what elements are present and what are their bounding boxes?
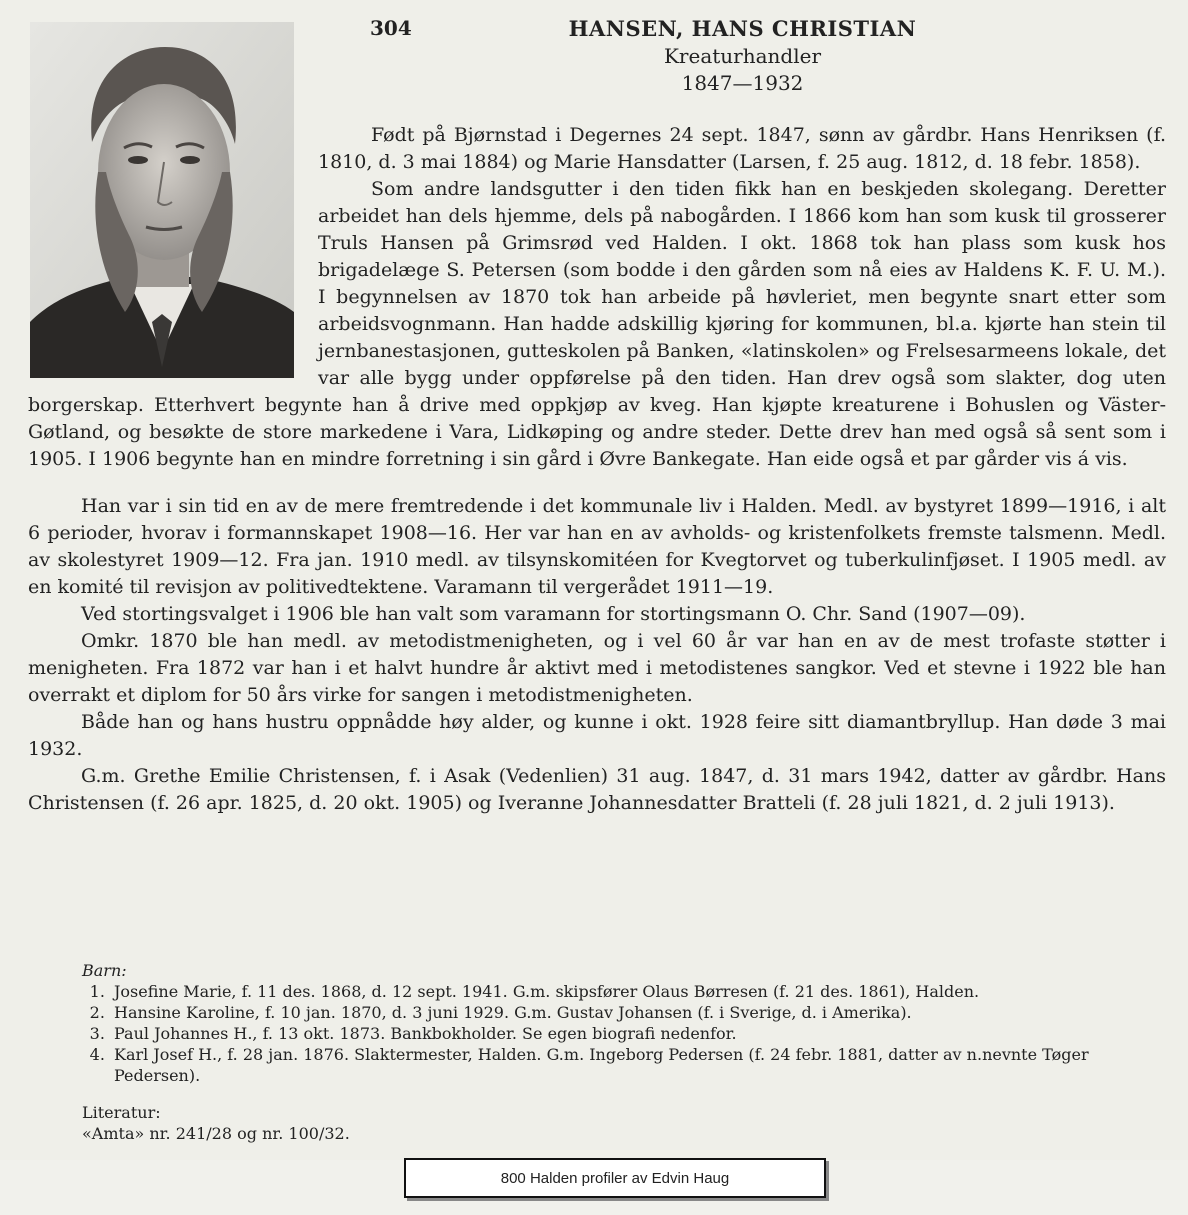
life-years: 1847—1932	[681, 71, 804, 95]
paragraph-election: Ved stortingsvalget i 1906 ble han valt som varamann for stortingsmann O. Chr. Sand (1907—09).	[81, 603, 1026, 625]
children-list	[82, 981, 1172, 1086]
paragraph-career: Som andre landsgutter i den tiden fikk han en beskjeden skolegang. Deretter arbeidet han dels hjemme, dels på nabogården. I 1866 kom han som kusk til grosserer Truls Hansen på Grimsrød ved Halden. I okt. 1868 tok han plass som kusk hos brigadelæge S. Petersen (som bodde i den gården som nå eies av Haldens K. F. U. M.). I begynnelsen av 1870 tok han arbeide på høvleriet, men begynte snart etter som arbeidsvognmann. Han hadde adskillig kjøring for kommunen, bl.a. kjørte han stein til jernbanestasjonen, gutteskolen på Banken, «latinskolen» og Frelsesarmeens lokale, det var alle bygg under oppførelse på den tiden. Han drev også som slakter, dog uten borgerskap. Etterhvert begynte han å drive med oppkjøp av kveg. Han kjøpte kreaturene i Bohuslen og Väster-Gøtland, og besøkte de store markedene i Vara, Lidkøping og andre steder. Dette drev han med også så sent som i 1905. I 1906 begynte han en mindre forretning i sin gård i Øvre Bankegate. Han eide også et par gårder vis á vis.	[28, 178, 1166, 470]
list-item: 3. Paul Johannes H., f. 13 okt. 1873. Bankbokholder. Se egen biografi nedenfor.	[110, 1023, 1172, 1044]
children-label: Barn:	[82, 961, 127, 980]
paragraph-birth: Født på Bjørnstad i Degernes 24 sept. 1847, sønn av gårdbr. Hans Henriksen (f. 1810, d. 3 mai 1884) og Marie Hansdatter (Larsen, f. 25 aug. 1812, d. 18 febr. 1858).	[318, 124, 1166, 173]
page-number: 304	[370, 16, 412, 40]
list-item: 2. Hansine Karoline, f. 10 jan. 1870, d. 3 juni 1929. G.m. Gustav Johansen (f. i Sverige, d. i Amerika).	[110, 1002, 1172, 1023]
paragraph-politics: Han var i sin tid en av de mere fremtredende i det kommunale liv i Halden. Medl. av bystyret 1899—1916, i alt 6 perioder, hvorav i formannskapet 1908—16. Her var han en av avholds- og kristenfolkets fremste talsmenn. Medl. av skolestyret 1909—12. Fra jan. 1910 medl. av tilsynskomitéen for Kvegtorvet og tuberkulinfjøset. I 1905 medl. av en komité til revisjon av politivedtektene. Varamann til vergerådet 1911—19.	[28, 495, 1166, 598]
list-item: 4. Karl Josef H., f. 28 jan. 1876. Slaktermester, Halden. G.m. Ingeborg Pedersen (f. 24 febr. 1881, datter av n.nevnte Tøger Pedersen).	[110, 1044, 1172, 1086]
person-name-heading: HANSEN, HANS CHRISTIAN	[568, 16, 917, 41]
occupation: Kreaturhandler	[663, 44, 822, 68]
source-caption: 800 Halden profiler av Edvin Haug	[404, 1158, 826, 1198]
children-section	[82, 960, 1172, 1086]
paragraph-spouse: G.m. Grethe Emilie Christensen, f. i Asak (Vedenlien) 31 aug. 1847, d. 31 mars 1942, datter av gårdbr. Hans Christensen (f. 26 apr. 1825, d. 20 okt. 1905) og Iveranne Johannesdatter Bratteli (f. 28 juli 1821, d. 2 juli 1913).	[28, 765, 1166, 814]
literature-label: Literatur:	[82, 1103, 161, 1122]
literature-section	[82, 1102, 350, 1144]
literature-reference: «Amta» nr. 241/28 og nr. 100/32.	[82, 1124, 350, 1143]
paragraph-church: Omkr. 1870 ble han medl. av metodistmenigheten, og i vel 60 år var han en av de mest trofaste støtter i menigheten. Fra 1872 var han i et halvt hundre år aktivt med i metodistenes sangkor. Ved et stevne i 1922 ble han overrakt et diplom for 50 års virke for sangen i metodistmenigheten.	[28, 630, 1166, 706]
list-item: 1. Josefine Marie, f. 11 des. 1868, d. 12 sept. 1941. G.m. skipsfører Olaus Børresen (f. 21 des. 1861), Halden.	[110, 981, 1172, 1002]
paragraph-anniversary: Både han og hans hustru oppnådde høy alder, og kunne i okt. 1928 feire sitt diamantbryllup. Han døde 3 mai 1932.	[28, 711, 1166, 760]
biography-text	[28, 122, 1166, 817]
